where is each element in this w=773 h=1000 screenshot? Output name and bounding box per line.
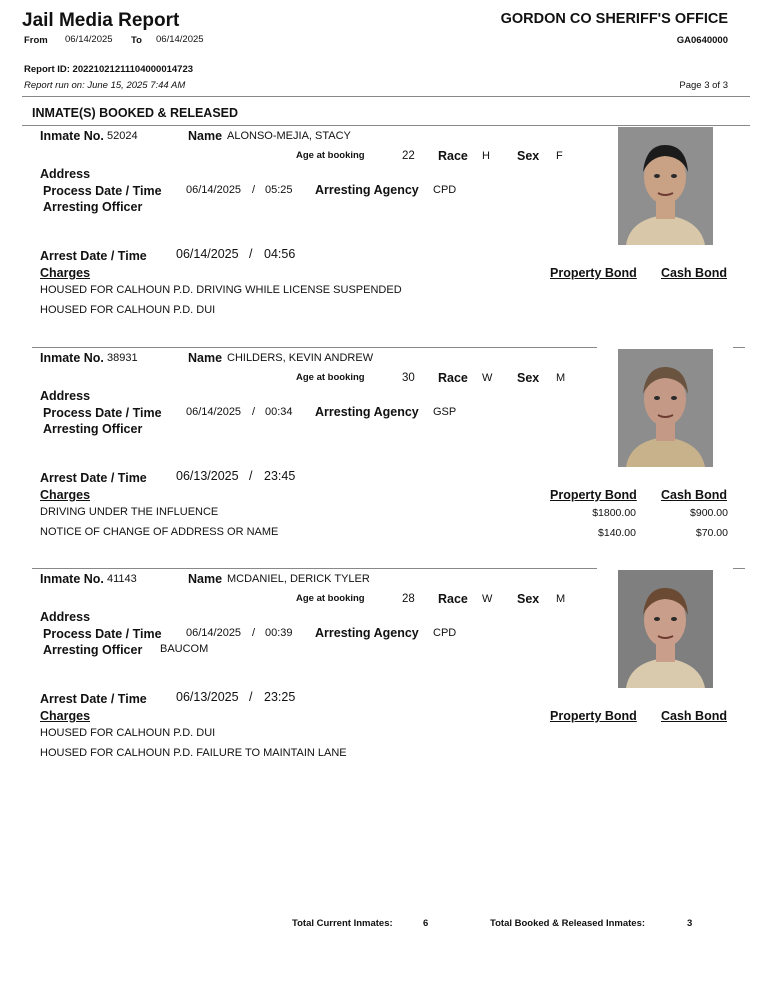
charge-text: HOUSED FOR CALHOUN P.D. DRIVING WHILE LICENSE SUSPENDED	[40, 284, 402, 296]
record-top-rule-right	[733, 347, 745, 348]
charge-text: NOTICE OF CHANGE OF ADDRESS OR NAME	[40, 526, 279, 538]
inmate-name: MCDANIEL, DERICK TYLER	[227, 573, 370, 585]
inmate-name: ALONSO-MEJIA, STACY	[227, 130, 351, 142]
report-title: Jail Media Report	[22, 10, 180, 31]
page-number: Page 3 of 3	[679, 80, 728, 91]
race-value: W	[482, 593, 493, 605]
arresting-agency: CPD	[433, 627, 457, 639]
process-slash: /	[252, 627, 256, 639]
header-divider	[22, 96, 750, 97]
record-top-rule-right	[733, 568, 745, 569]
property-bond-value: $140.00	[598, 527, 636, 539]
property-bond-label: Property Bond	[550, 709, 637, 723]
race-label: Race	[438, 149, 468, 163]
cash-bond-value: $900.00	[690, 507, 728, 519]
arresting-officer-label: Arresting Officer	[43, 643, 143, 657]
arresting-officer-label: Arresting Officer	[43, 422, 143, 436]
charge-text: HOUSED FOR CALHOUN P.D. DUI	[40, 727, 216, 739]
section-title: INMATE(S) BOOKED & RELEASED	[32, 106, 239, 120]
process-date: 06/14/2025	[186, 627, 242, 639]
sex-label: Sex	[517, 149, 540, 163]
inmate-no-label: Inmate No.	[40, 351, 104, 365]
race-label: Race	[438, 592, 468, 606]
arrest-date: 06/14/2025	[176, 247, 239, 261]
charge-text: DRIVING UNDER THE INFLUENCE	[40, 506, 219, 518]
inmate-no: 41143	[107, 573, 137, 585]
arrest-date-label: Arrest Date / Time	[40, 471, 147, 485]
record-top-rule	[32, 568, 597, 569]
charge-text: HOUSED FOR CALHOUN P.D. DUI	[40, 304, 216, 316]
sex-value: F	[556, 150, 563, 162]
age-value: 22	[402, 150, 415, 162]
charges-label: Charges	[40, 709, 91, 723]
arresting-agency: CPD	[433, 184, 457, 196]
charges-label: Charges	[40, 488, 91, 502]
process-label: Process Date / Time	[43, 627, 162, 641]
record-top-rule-right	[733, 125, 745, 126]
age-label: Age at booking	[296, 593, 365, 604]
address-label: Address	[40, 389, 91, 403]
total-booked-value: 3	[687, 918, 693, 929]
agency-code: GA0640000	[676, 35, 728, 46]
inmate-no-label: Inmate No.	[40, 129, 104, 143]
mugshot-illustration	[618, 570, 713, 688]
arrest-slash: /	[249, 247, 253, 261]
age-value: 28	[402, 593, 415, 605]
arrest-date-label: Arrest Date / Time	[40, 249, 147, 263]
inmate-record	[0, 347, 773, 567]
mugshot-photo	[618, 349, 713, 467]
mugshot-photo	[618, 570, 713, 688]
name-label: Name	[188, 572, 223, 586]
inmate-no-label: Inmate No.	[40, 572, 104, 586]
race-label: Race	[438, 371, 468, 385]
property-bond-label: Property Bond	[550, 488, 637, 502]
inmate-name: CHILDERS, KEVIN ANDREW	[227, 352, 374, 364]
arrest-time: 04:56	[264, 247, 296, 261]
race-value: W	[482, 372, 493, 384]
name-label: Name	[188, 351, 223, 365]
process-date: 06/14/2025	[186, 184, 242, 196]
mugshot-illustration	[618, 127, 713, 245]
charges-label: Charges	[40, 266, 91, 280]
arresting-officer-label: Arresting Officer	[43, 200, 143, 214]
process-slash: /	[252, 184, 256, 196]
arrest-time: 23:25	[264, 690, 296, 704]
from-date: 06/14/2025	[65, 34, 113, 45]
from-label: From	[24, 35, 48, 46]
process-time: 00:39	[265, 627, 293, 639]
report-run-on: Report run on: June 15, 2025 7:44 AM	[24, 80, 186, 91]
cash-bond-label: Cash Bond	[661, 488, 727, 502]
inmate-record	[0, 125, 773, 345]
record-top-rule	[32, 125, 597, 126]
process-time: 00:34	[265, 406, 293, 418]
arresting-agency: GSP	[433, 406, 457, 418]
record-top-rule	[32, 347, 597, 348]
total-booked-label: Total Booked & Released Inmates:	[490, 918, 646, 929]
arresting-agency-label: Arresting Agency	[315, 405, 419, 419]
process-time: 05:25	[265, 184, 293, 196]
total-current-label: Total Current Inmates:	[292, 918, 393, 929]
mugshot-photo	[618, 127, 713, 245]
cash-bond-label: Cash Bond	[661, 709, 727, 723]
arresting-agency-label: Arresting Agency	[315, 626, 419, 640]
inmate-record	[0, 568, 773, 788]
property-bond-label: Property Bond	[550, 266, 637, 280]
inmate-no: 38931	[107, 352, 138, 364]
arrest-slash: /	[249, 469, 253, 483]
charge-text: HOUSED FOR CALHOUN P.D. FAILURE TO MAINTAIN LANE	[40, 747, 347, 759]
total-current-value: 6	[423, 918, 429, 929]
arresting-officer: BAUCOM	[160, 643, 209, 655]
arrest-date-label: Arrest Date / Time	[40, 692, 147, 706]
age-label: Age at booking	[296, 150, 365, 161]
process-label: Process Date / Time	[43, 406, 162, 420]
agency-name: GORDON CO SHERIFF'S OFFICE	[500, 11, 728, 27]
sex-value: M	[556, 372, 566, 384]
arrest-slash: /	[249, 690, 253, 704]
inmate-no: 52024	[107, 130, 138, 142]
sex-value: M	[556, 593, 566, 605]
report-id: Report ID: 2022102121110400001472​3	[24, 64, 194, 75]
process-slash: /	[252, 406, 256, 418]
to-date: 06/14/2025	[156, 34, 204, 45]
arrest-date: 06/13/2025	[176, 469, 239, 483]
cash-bond-value: $70.00	[695, 527, 728, 539]
arrest-time: 23:45	[264, 469, 296, 483]
name-label: Name	[188, 129, 223, 143]
address-label: Address	[40, 610, 91, 624]
sex-label: Sex	[517, 371, 540, 385]
race-value: H	[482, 150, 490, 162]
arrest-date: 06/13/2025	[176, 690, 239, 704]
to-label: To	[131, 35, 142, 46]
cash-bond-label: Cash Bond	[661, 266, 727, 280]
address-label: Address	[40, 167, 91, 181]
process-label: Process Date / Time	[43, 184, 162, 198]
mugshot-illustration	[618, 349, 713, 467]
arresting-agency-label: Arresting Agency	[315, 183, 419, 197]
age-label: Age at booking	[296, 372, 365, 383]
property-bond-value: $1800.00	[592, 507, 636, 519]
process-date: 06/14/2025	[186, 406, 242, 418]
sex-label: Sex	[517, 592, 540, 606]
age-value: 30	[402, 372, 415, 384]
